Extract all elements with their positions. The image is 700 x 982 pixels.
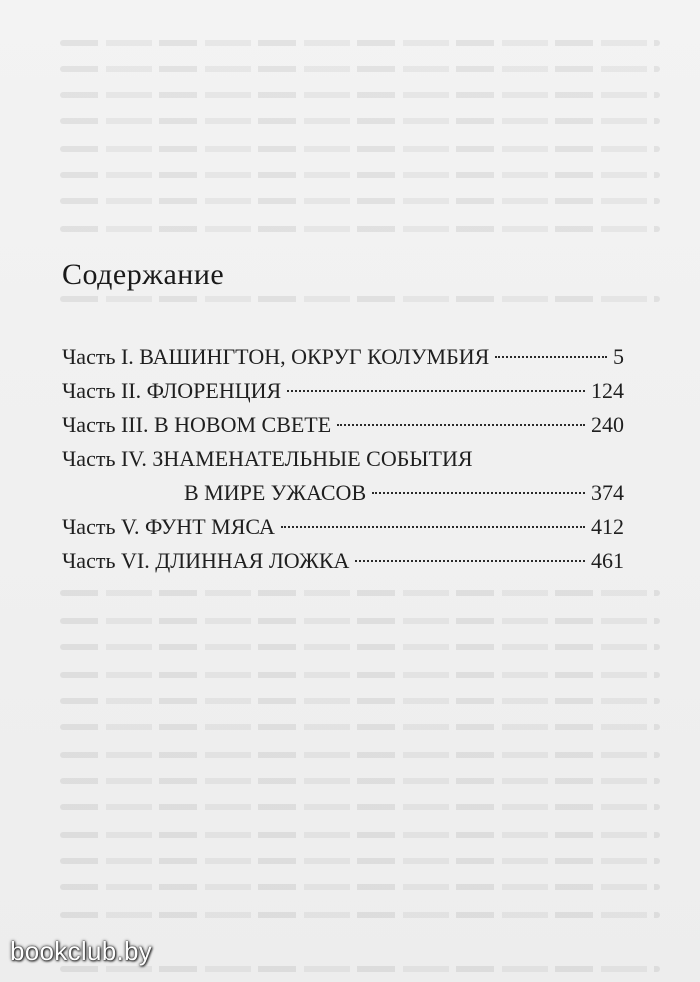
dot-leader <box>287 390 585 392</box>
dot-leader <box>372 492 585 494</box>
toc-entry-part-2[interactable] <box>62 374 624 408</box>
toc-entry-label: Часть I. ВАШИНГТОН, ОКРУГ КОЛУМБИЯ <box>62 344 490 369</box>
toc-entry-part-4[interactable] <box>62 442 624 510</box>
dot-leader <box>495 356 607 358</box>
toc-entry-page: 124 <box>591 378 624 403</box>
toc-entry-page: 412 <box>591 514 624 539</box>
toc-entry-label-line2: В МИРЕ УЖАСОВ <box>184 480 367 505</box>
toc-entry-page: 5 <box>613 344 624 369</box>
toc-entry-part-3[interactable] <box>62 408 624 442</box>
toc-entry-page: 461 <box>591 548 624 573</box>
toc-title: Содержание <box>62 258 225 291</box>
toc-entry-label: Часть V. ФУНТ МЯСА <box>62 514 275 539</box>
toc-entry-part-1[interactable] <box>62 340 624 374</box>
toc-entry-label-line1: Часть IV. ЗНАМЕНАТЕЛЬНЫЕ СОБЫТИЯ <box>62 446 473 471</box>
toc-entry-label: Часть VI. ДЛИННАЯ ЛОЖКА <box>62 548 350 573</box>
toc-entry-label: Часть III. В НОВОМ СВЕТЕ <box>62 412 332 437</box>
toc-entry-page: 240 <box>591 412 624 437</box>
toc-entry-label: Часть II. ФЛОРЕНЦИЯ <box>62 378 282 403</box>
table-of-contents <box>62 340 624 578</box>
toc-entry-part-5[interactable] <box>62 510 624 544</box>
dot-leader <box>281 526 585 528</box>
dot-leader <box>337 424 585 426</box>
toc-entry-part-6[interactable] <box>62 544 624 578</box>
toc-entry-page: 374 <box>591 480 624 505</box>
dot-leader <box>355 560 585 562</box>
watermark: bookclub.by <box>10 936 153 966</box>
